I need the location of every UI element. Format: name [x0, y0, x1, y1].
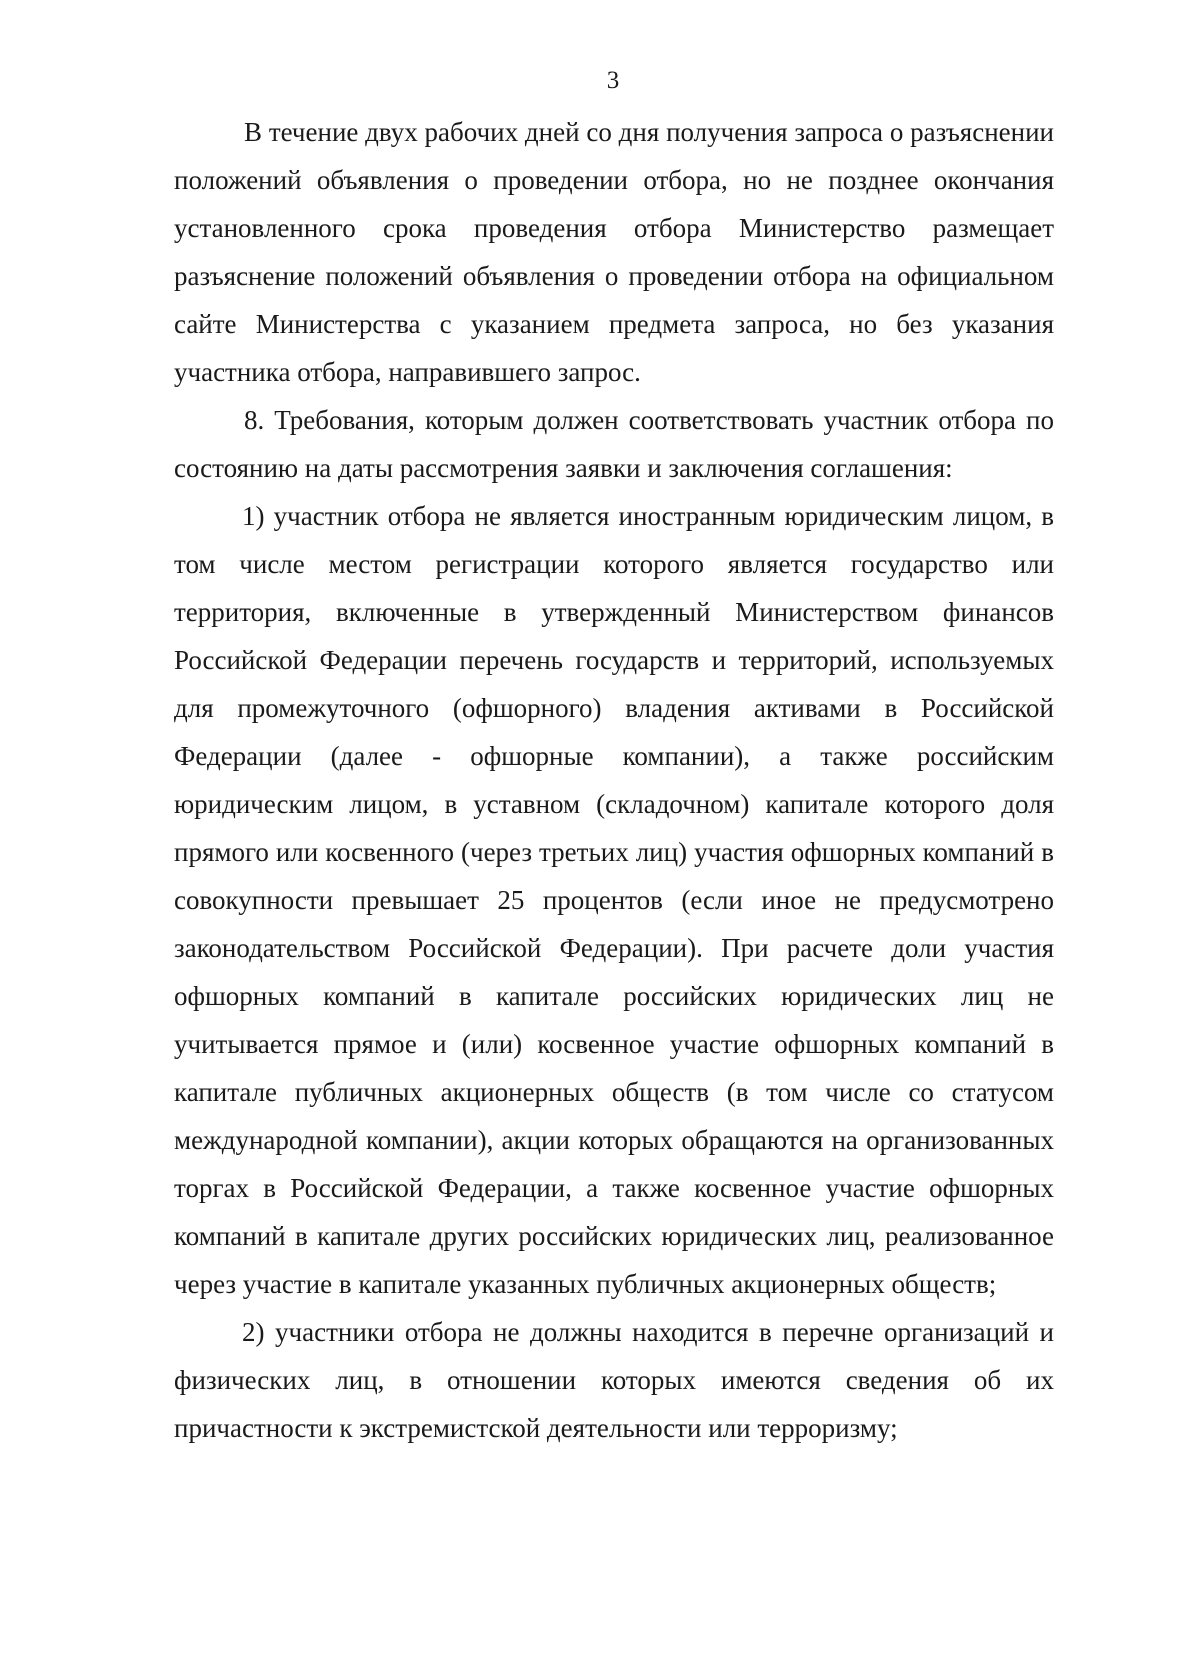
- paragraph-clarification-deadline: В течение двух рабочих дней со дня получения запроса о разъяснении положений объявления о проведении отбора, но не позднее окончания установленного срока проведения отбора Министерство размещает разъяснение положений объявления о проведении отбора на официальном сайте Министерства с указанием предмета запроса, но без указания участника отбора, направившего запрос.: [174, 117, 1054, 387]
- document-body: [174, 108, 1054, 1452]
- paragraph-item-2-extremism: 2) участники отбора не должны находится в перечне организаций и физических лиц, в отношении которых имеются сведения об их причастности к экстремистской деятельности или терроризму;: [174, 1317, 1054, 1443]
- page-number: 3: [606, 67, 620, 94]
- paragraph-section-8-requirements: 8. Требования, которым должен соответствовать участник отбора по состоянию на даты рассмотрения заявки и заключения соглашения:: [174, 405, 1054, 483]
- paragraph-item-1-offshore: 1) участник отбора не является иностранным юридическим лицом, в том числе местом регистрации которого является государство или территория, включенные в утвержденный Министерством финансов Российской Федерации перечень государств и территорий, используемых для промежуточного (офшорного) владения активами в Российской Федерации (далее - офшорные компании), а также российским юридическим лицом, в уставном (складочном) капитале которого доля прямого или косвенного (через третьих лиц) участия офшорных компаний в совокупности превышает 25 процентов (если иное не предусмотрено законодательством Российской Федерации). При расчете доли участия офшорных компаний в капитале российских юридических лиц не учитывается прямое и (или) косвенное участие офшорных компаний в капитале публичных акционерных обществ (в том числе со статусом международной компании), акции которых обращаются на организованных торгах в Российской Федерации, а также косвенное участие офшорных компаний в капитале других российских юридических лиц, реализованное через участие в капитале указанных публичных акционерных обществ;: [174, 501, 1054, 1299]
